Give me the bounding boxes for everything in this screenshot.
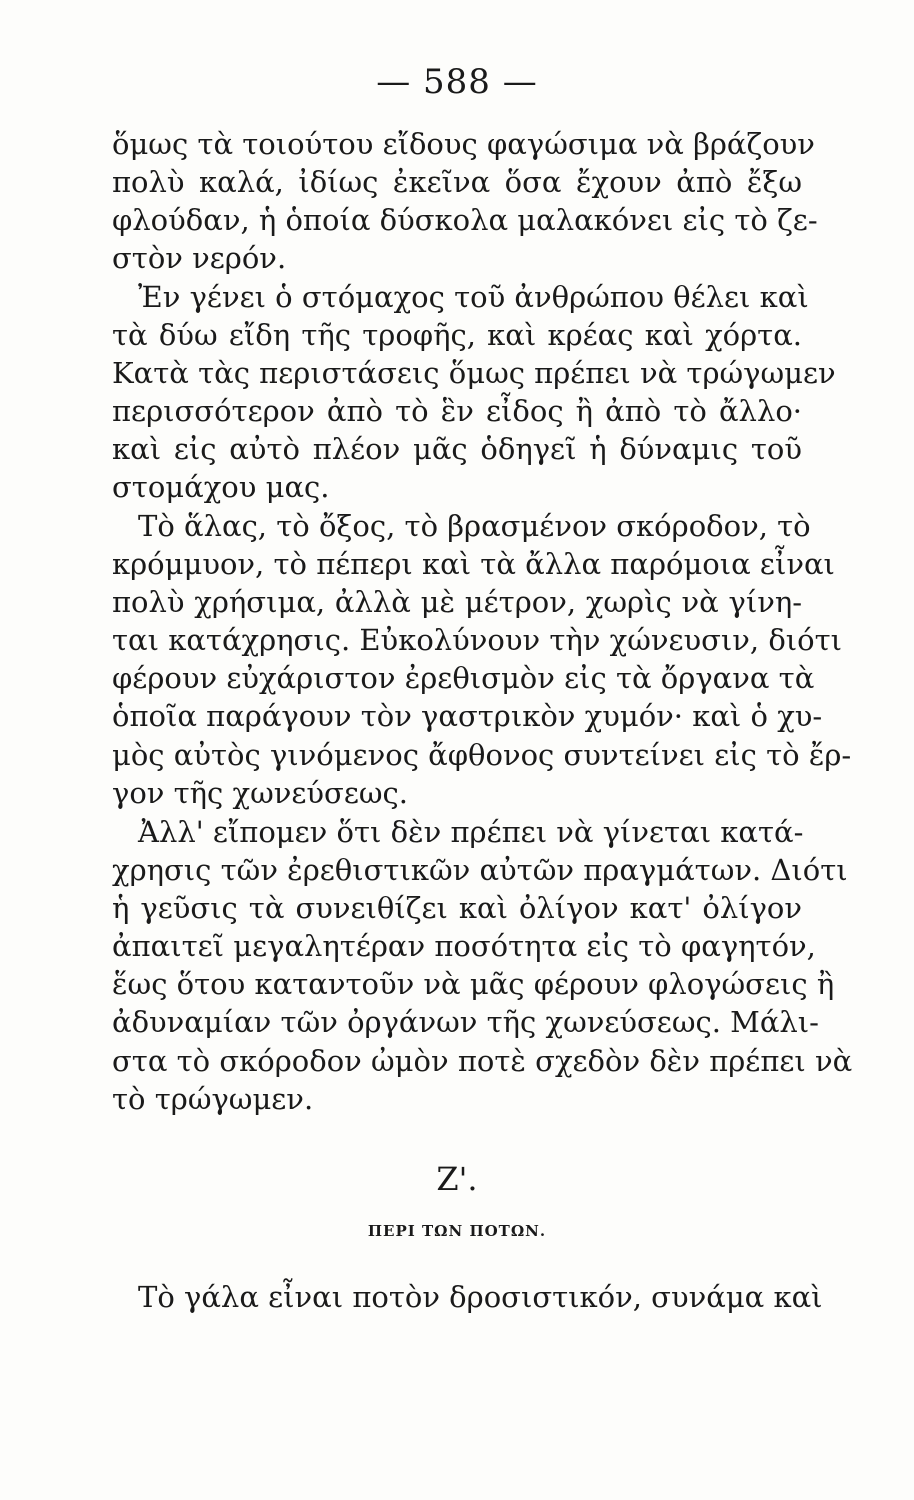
- text-line: ὅμως τὰ τοιούτου εἴδους φαγώσιμα νὰ βράζουν: [112, 127, 815, 161]
- paragraph-2: [112, 278, 836, 507]
- text-line: περισσότερον ἀπὸ τὸ ἓν εἶδος ἢ ἀπὸ τὸ ἄλλο·: [112, 394, 802, 429]
- section-number: Ζ'.: [436, 1160, 478, 1198]
- text-line: Κατὰ τὰς περιστάσεις ὅμως πρέπει νὰ τρώγωμεν: [112, 356, 836, 391]
- text-line: ἀπαιτεῖ μεγαλητέραν ποσότητα εἰς τὸ φαγητόν,: [112, 929, 816, 964]
- section-heading: ΠΕΡΙ ΤΩΝ ΠΟΤΩΝ.: [367, 1222, 547, 1240]
- text-line: στὸν νερόν.: [112, 241, 287, 276]
- text-line: Τὸ ἅλας, τὸ ὄξος, τὸ βρασμένον σκόροδον, τὸ: [138, 509, 811, 543]
- text-line: πολὺ καλά, ἰδίως ἐκεῖνα ὅσα ἔχουν ἀπὸ ἔξω: [112, 165, 802, 200]
- text-line: τὸ τρώγωμεν.: [112, 1081, 314, 1116]
- text-line: ἡ γεῦσις τὰ συνειθίζει καὶ ὀλίγον κατ' ὀλίγον: [112, 891, 802, 926]
- paragraph-3: [112, 507, 852, 812]
- text-line: στα τὸ σκόροδον ὠμὸν ποτὲ σχεδὸν δὲν πρέπει νὰ: [112, 1043, 853, 1078]
- text-line: Ἀλλ' εἴπομεν ὅτι δὲν πρέπει νὰ γίνεται κατά-: [138, 815, 804, 849]
- text-line: φέρουν εὐχάριστον ἐρεθισμὸν εἰς τὰ ὄργανα τὰ: [112, 661, 815, 696]
- text-line: τὰ δύω εἴδη τῆς τροφῆς, καὶ κρέας καὶ χόρτα.: [112, 318, 802, 353]
- text-line: καὶ εἰς αὐτὸ πλέον μᾶς ὁδηγεῖ ἡ δύναμις τοῦ: [112, 432, 802, 467]
- text-line: ὁποῖα παράγουν τὸν γαστρικὸν χυμόν· καὶ ὁ χυ-: [112, 699, 823, 734]
- text-line: στομάχου μας.: [112, 470, 330, 505]
- text-line: φλούδαν, ἡ ὁποία δύσκολα μαλακόνει εἰς τὸ ζε-: [112, 203, 818, 238]
- text-line: ἕως ὅτου καταντοῦν νὰ μᾶς φέρουν φλογώσεις ἢ: [112, 967, 835, 1002]
- text-line: ἀδυναμίαν τῶν ὀργάνων τῆς χωνεύσεως. Μάλι-: [112, 1005, 819, 1040]
- paragraph-5: [112, 1278, 823, 1316]
- text-line: χρησις τῶν ἐρεθιστικῶν αὐτῶν πραγμάτων. Διότι: [112, 853, 848, 888]
- text-line: Τὸ γάλα εἶναι ποτὸν δροσιστικόν, συνάμα καὶ: [138, 1280, 823, 1314]
- text-line: ται κατάχρησις. Εὐκολύνουν τὴν χώνευσιν, διότι: [112, 623, 843, 658]
- text-line: κρόμμυον, τὸ πέπερι καὶ τὰ ἄλλα παρόμοια εἶναι: [112, 547, 835, 582]
- text-line: μὸς αὐτὸς γινόμενος ἄφθονος συντείνει εἰς τὸ ἔρ-: [112, 737, 852, 772]
- text-line: Ἐν γένει ὁ στόμαχος τοῦ ἀνθρώπου θέλει καὶ: [138, 280, 809, 314]
- text-line: γον τῆς χωνεύσεως.: [112, 775, 408, 810]
- text-line: πολὺ χρήσιμα, ἀλλὰ μὲ μέτρον, χωρὶς νὰ γίνη-: [112, 585, 802, 620]
- page-number: — 588 —: [376, 62, 538, 102]
- paragraph-1: [112, 125, 818, 277]
- paragraph-4: [112, 813, 853, 1118]
